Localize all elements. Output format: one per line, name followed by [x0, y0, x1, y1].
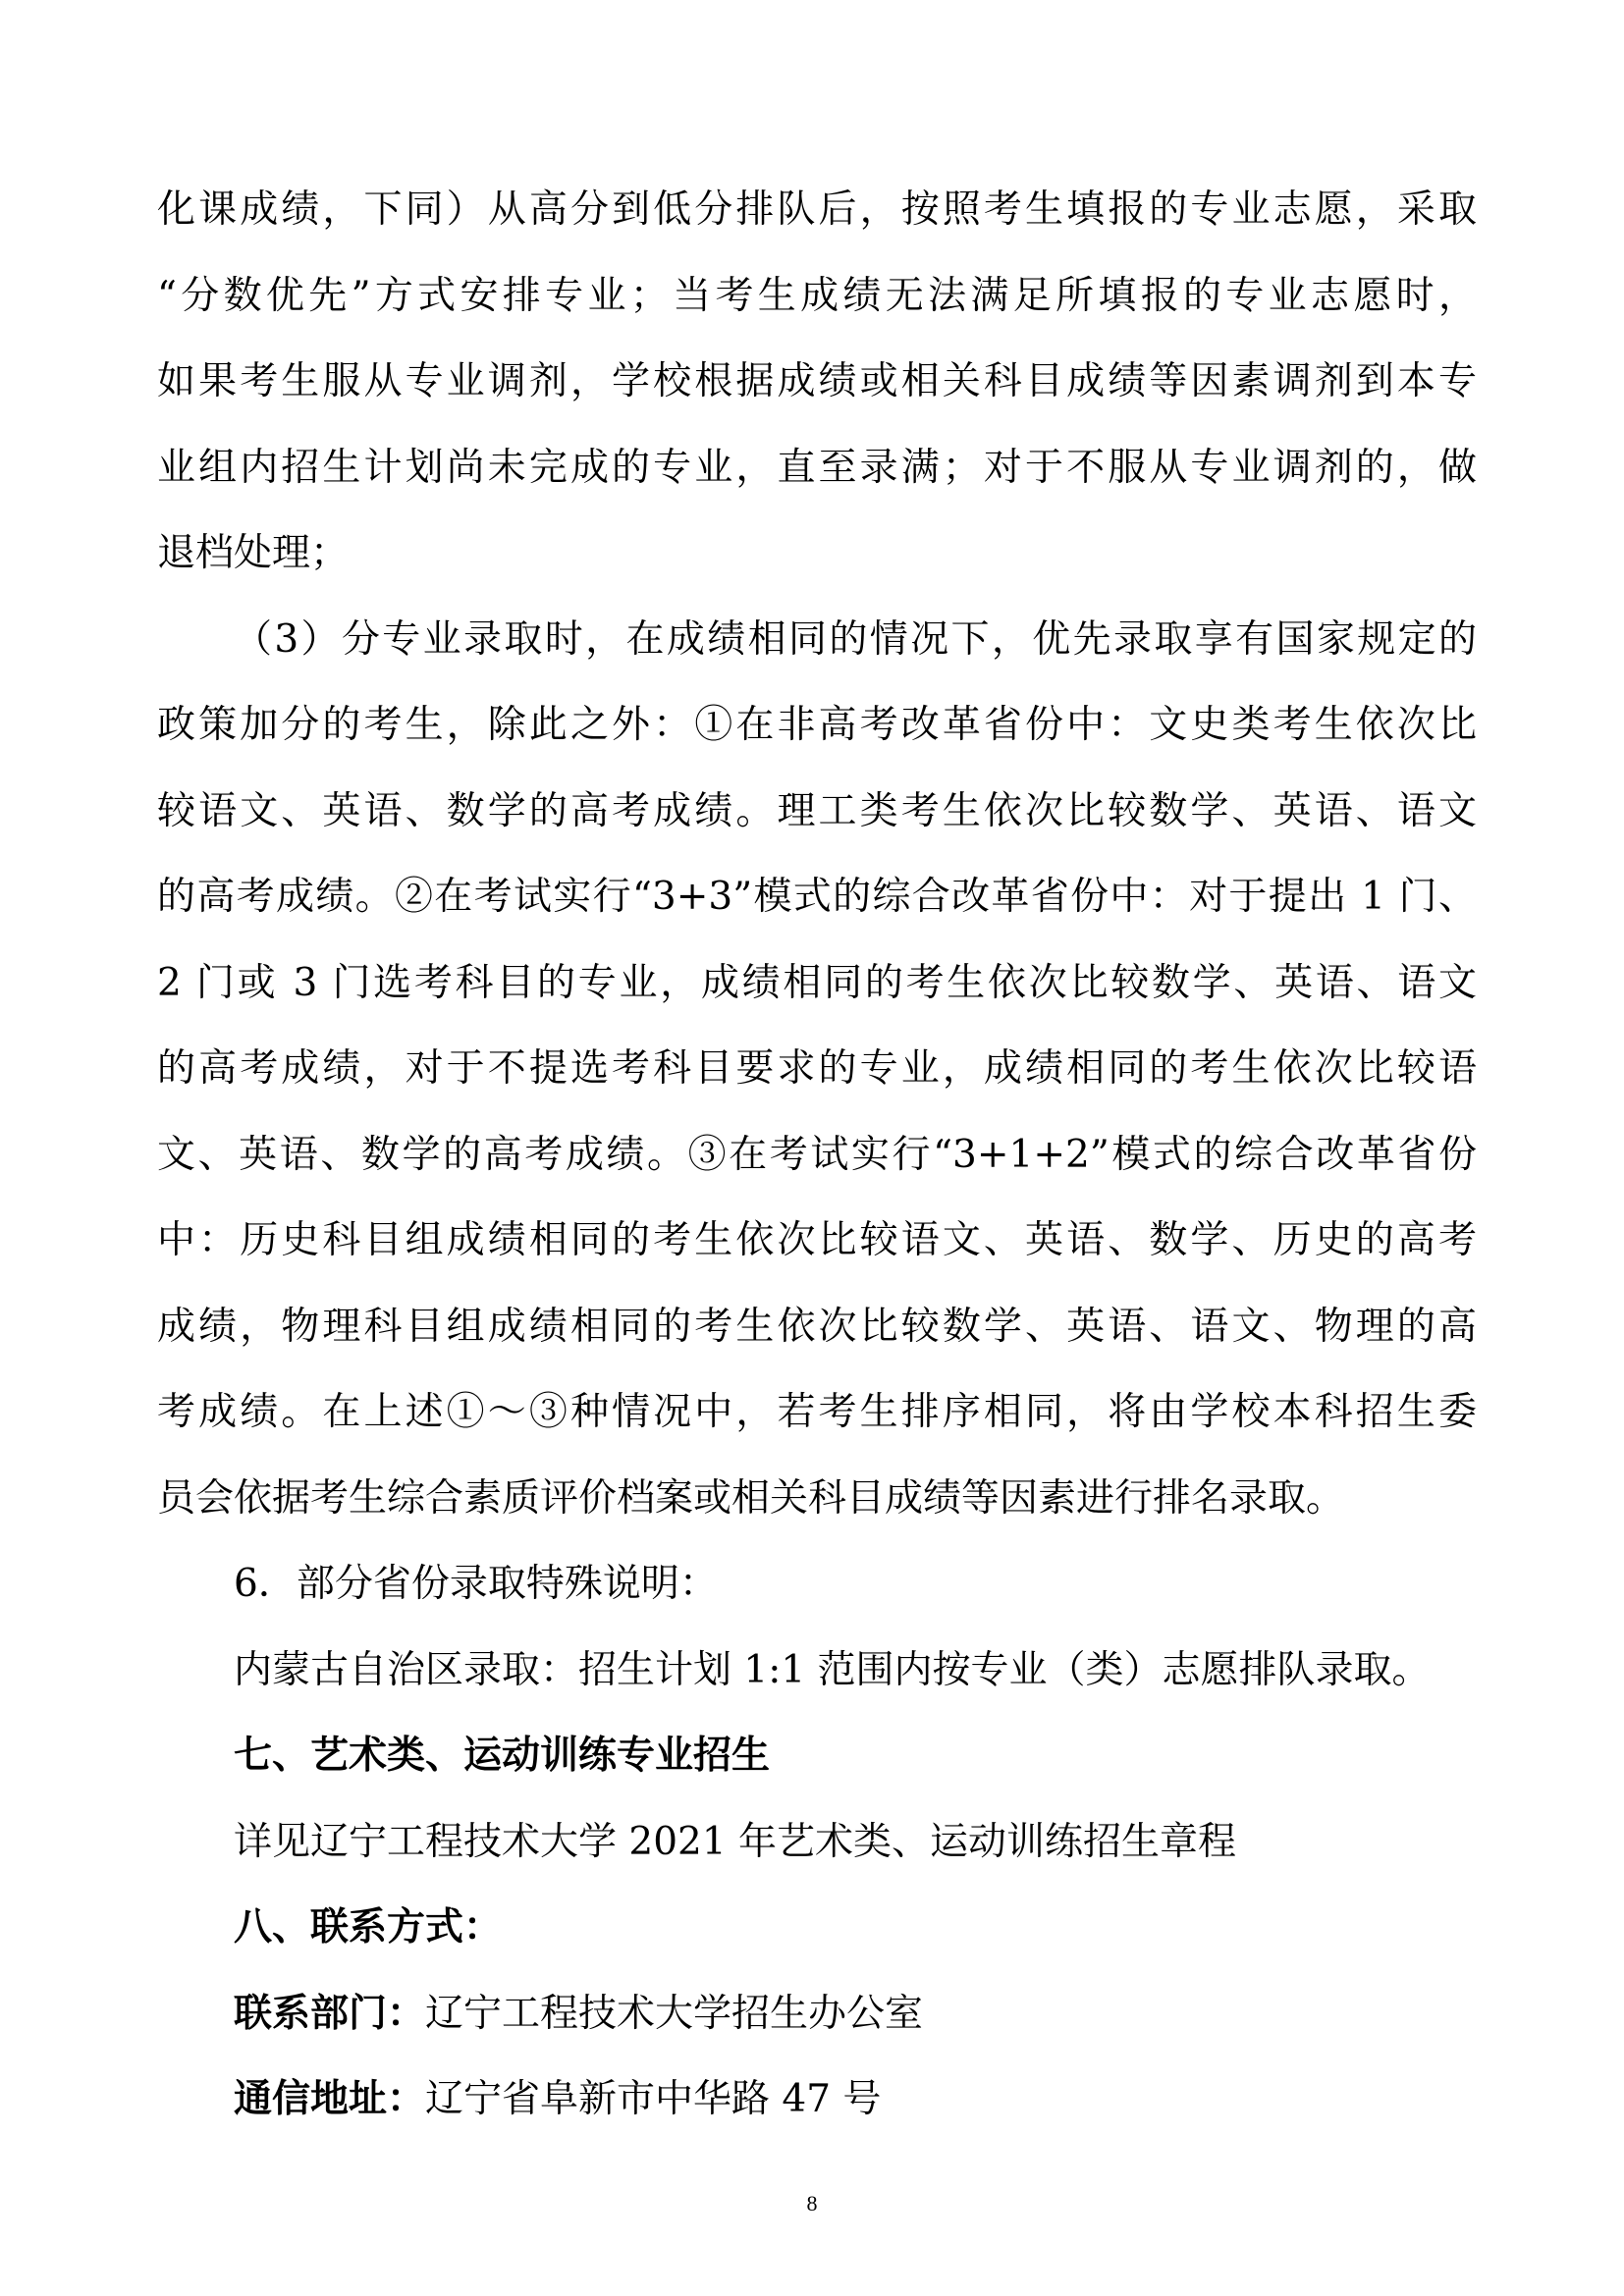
document-body: [157, 167, 1477, 2143]
text-line: 成绩，物理科目组成绩相同的考生依次比较数学、英语、语文、物理的高: [157, 1304, 1477, 1349]
contact-department-label: 联系部门：: [234, 1991, 426, 2036]
text-line: 如果考生服从专业调剂，学校根据成绩或相关科目成绩等因素调剂到本专: [157, 359, 1477, 403]
contact-address: [157, 2056, 1477, 2143]
text-line: 的高考成绩。②在考试实行“3+3”模式的综合改革省份中：对于提出 1 门、: [157, 875, 1477, 919]
text-line: 政策加分的考生，除此之外：①在非高考改革省份中：文史类考生依次比: [157, 703, 1477, 747]
text-line: 较语文、英语、数学的高考成绩。理工类考生依次比较数学、英语、语文: [157, 788, 1477, 833]
text-line: 中：历史科目组成绩相同的考生依次比较语文、英语、数学、历史的高考: [157, 1218, 1477, 1262]
item-6-text: 内蒙古自治区录取：招生计划 1:1 范围内按专业（类）志愿排队录取。: [234, 1647, 1431, 1692]
text-line: 文、英语、数学的高考成绩。③在考试实行“3+1+2”模式的综合改革省份: [157, 1132, 1477, 1177]
contact-department: [157, 1971, 1477, 2057]
text-line: 员会依据考生综合素质评价档案或相关科目成绩等因素进行排名录取。: [157, 1475, 1345, 1521]
text-line: 业组内招生计划尚未完成的专业，直至录满；对于不服从专业调剂的，做: [157, 445, 1477, 490]
text-line: 的高考成绩，对于不提选考科目要求的专业，成绩相同的考生依次比较语: [157, 1046, 1477, 1091]
contact-department-value: 辽宁工程技术大学招生办公室: [425, 1991, 924, 2036]
section-8-heading: 八、联系方式：: [234, 1905, 503, 1949]
contact-address-label: 通信地址：: [234, 2077, 426, 2121]
text-line: 2 门或 3 门选考科目的专业，成绩相同的考生依次比较数学、英语、语文: [157, 960, 1477, 1005]
text-line: 退档处理；: [157, 531, 350, 575]
paragraph-continuation: [157, 167, 1477, 597]
text-line: “分数优先”方式安排专业；当考生成绩无法满足所填报的专业志愿时，: [157, 273, 1477, 318]
paragraph-admission-rules: [157, 597, 1477, 1542]
text-line: （3）分专业录取时，在成绩相同的情况下，优先录取享有国家规定的: [234, 616, 1477, 662]
contact-address-value: 辽宁省阜新市中华路 47 号: [425, 2077, 882, 2121]
section-7-text: 详见辽宁工程技术大学 2021 年艺术类、运动训练招生章程: [234, 1819, 1237, 1864]
item-6-title: 6．部分省份录取特殊说明：: [234, 1562, 718, 1606]
text-line: 考成绩。在上述①～③种情况中，若考生排序相同，将由学校本科招生委: [157, 1390, 1477, 1434]
text-line: 化课成绩，下同）从高分到低分排队后，按照考生填报的专业志愿，采取: [157, 187, 1477, 232]
section-7-heading: 七、艺术类、运动训练专业招生: [234, 1734, 771, 1778]
page-number: 8: [806, 2191, 818, 2216]
